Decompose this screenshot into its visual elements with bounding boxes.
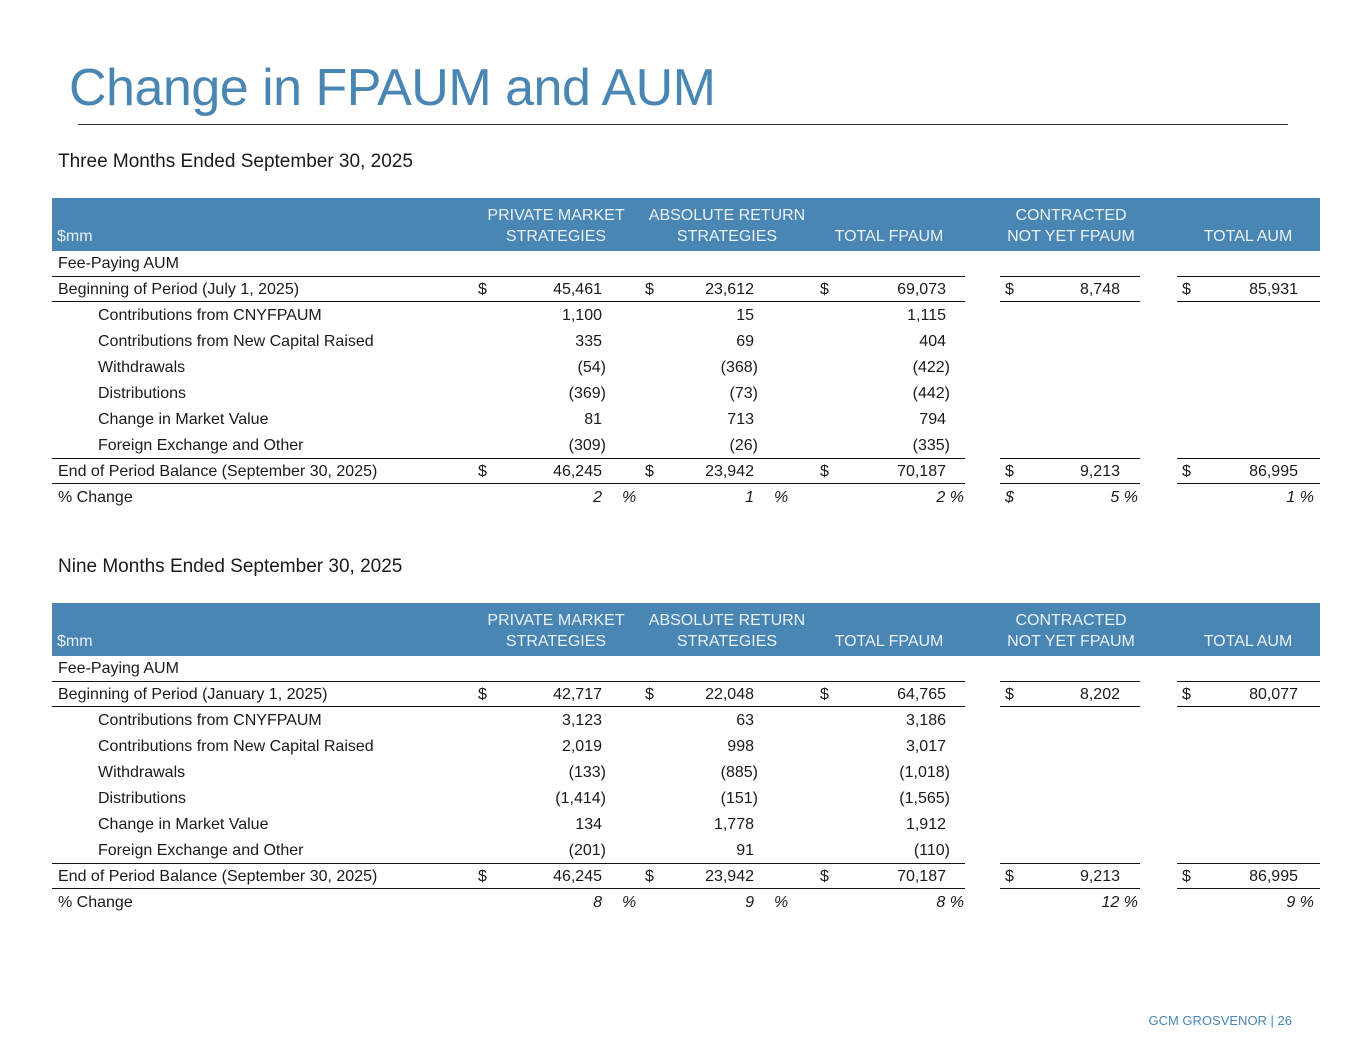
item-label: Foreign Exchange and Other bbox=[98, 437, 304, 454]
section-title: Three Months Ended September 30, 2025 bbox=[58, 151, 413, 172]
value-pms: 2 bbox=[593, 489, 602, 506]
currency-symbol: $ bbox=[478, 463, 487, 480]
value-fpaum: 2 % bbox=[936, 489, 964, 506]
value-fpaum: 8 % bbox=[936, 894, 964, 911]
group-label: Fee-Paying AUM bbox=[58, 660, 179, 677]
header-unit: $mm bbox=[57, 633, 93, 650]
currency-symbol: $ bbox=[1182, 281, 1191, 298]
header-private-market-line2: STRATEGIES bbox=[505, 228, 607, 245]
percent-change-label: % Change bbox=[58, 894, 133, 911]
value-fpaum: 3,186 bbox=[905, 712, 946, 729]
beginning-row-label: Beginning of Period (July 1, 2025) bbox=[58, 281, 300, 298]
beginning-row bbox=[52, 682, 1320, 708]
row-top-rule bbox=[52, 681, 965, 682]
item-label: Distributions bbox=[98, 385, 187, 402]
list-item bbox=[52, 407, 1320, 433]
header-contracted bbox=[991, 610, 1151, 652]
value-pms: 335 bbox=[575, 333, 602, 350]
header-contracted bbox=[991, 205, 1151, 247]
value-pms: 1,100 bbox=[561, 307, 602, 324]
item-label: Withdrawals bbox=[98, 359, 186, 376]
beginning-row bbox=[52, 277, 1320, 303]
header-absolute-return-line1: ABSOLUTE RETURN bbox=[648, 612, 806, 629]
page-footer: GCM GROSVENOR | 26 bbox=[1148, 1013, 1292, 1028]
header-total-aum bbox=[1178, 226, 1318, 247]
header-total-aum bbox=[1178, 631, 1318, 652]
currency-symbol: $ bbox=[478, 686, 487, 703]
row-top-rule bbox=[1000, 276, 1140, 277]
beginning-row-label: Beginning of Period (January 1, 2025) bbox=[58, 686, 328, 703]
value-fpaum: (335) bbox=[912, 437, 950, 454]
value-cnyf: 8,748 bbox=[1079, 281, 1120, 298]
value-fpaum: 70,187 bbox=[897, 463, 946, 480]
value-pms: (1,414) bbox=[555, 790, 606, 807]
header-private-market-line2: STRATEGIES bbox=[505, 633, 607, 650]
item-label: Contributions from New Capital Raised bbox=[98, 738, 374, 755]
value-fpaum: 70,187 bbox=[897, 868, 946, 885]
header-private-market-line1: PRIVATE MARKET bbox=[487, 207, 625, 224]
row-bottom-rule bbox=[52, 483, 965, 484]
value-ars: (73) bbox=[729, 385, 758, 402]
currency-symbol: $ bbox=[1005, 686, 1014, 703]
value-fpaum: 404 bbox=[919, 333, 946, 350]
value-fpaum: (422) bbox=[912, 359, 950, 376]
item-label: Foreign Exchange and Other bbox=[98, 842, 304, 859]
header-contracted-line1: CONTRACTED bbox=[1015, 612, 1127, 629]
list-item bbox=[52, 786, 1320, 812]
value-aum: 85,931 bbox=[1249, 281, 1298, 298]
header-absolute-return bbox=[642, 610, 812, 652]
value-fpaum: 1,912 bbox=[905, 816, 946, 833]
percent-sign: % bbox=[622, 489, 637, 506]
row-bottom-rule bbox=[1177, 483, 1320, 484]
percent-change-label: % Change bbox=[58, 489, 133, 506]
list-item bbox=[52, 433, 1320, 459]
header-private-market bbox=[476, 205, 636, 247]
value-fpaum: 1,115 bbox=[907, 307, 946, 324]
currency-symbol: $ bbox=[820, 281, 829, 298]
value-aum: 1 % bbox=[1286, 489, 1314, 506]
header-private-market-line1: PRIVATE MARKET bbox=[487, 612, 625, 629]
value-pms: 8 bbox=[593, 894, 602, 911]
currency-symbol: $ bbox=[1182, 868, 1191, 885]
value-pms: 81 bbox=[584, 411, 602, 428]
list-item bbox=[52, 355, 1320, 381]
currency-symbol: $ bbox=[645, 463, 654, 480]
percent-sign: % bbox=[774, 894, 789, 911]
value-pms: 46,245 bbox=[553, 868, 602, 885]
header-absolute-return-line1: ABSOLUTE RETURN bbox=[648, 207, 806, 224]
row-top-rule bbox=[1000, 458, 1140, 459]
value-fpaum: (442) bbox=[912, 385, 950, 402]
value-cnyf: 12 % bbox=[1101, 894, 1138, 911]
item-label: Change in Market Value bbox=[98, 816, 269, 833]
currency-symbol: $ bbox=[478, 868, 487, 885]
ending-row bbox=[52, 459, 1320, 485]
list-item bbox=[52, 381, 1320, 407]
row-top-rule bbox=[1000, 863, 1140, 864]
percent-sign: % bbox=[622, 894, 637, 911]
value-pms: (133) bbox=[568, 764, 606, 781]
list-item bbox=[52, 329, 1320, 355]
currency-symbol: $ bbox=[1182, 686, 1191, 703]
value-ars: 9 bbox=[745, 894, 754, 911]
header-private-market bbox=[476, 610, 636, 652]
currency-symbol: $ bbox=[820, 686, 829, 703]
value-pms: (54) bbox=[577, 359, 606, 376]
value-cnyf: 9,213 bbox=[1079, 868, 1120, 885]
aum-table bbox=[52, 603, 1320, 916]
currency-symbol: $ bbox=[1005, 868, 1014, 885]
value-fpaum: (110) bbox=[913, 842, 950, 859]
value-fpaum: 794 bbox=[919, 411, 946, 428]
value-ars: 1 bbox=[745, 489, 754, 506]
row-bottom-rule bbox=[52, 888, 965, 889]
table-header bbox=[52, 198, 1320, 251]
value-ars: 15 bbox=[736, 307, 754, 324]
header-contracted-line2: NOT YET FPAUM bbox=[1007, 228, 1135, 245]
header-total-fpaum-line2: TOTAL FPAUM bbox=[834, 633, 944, 650]
value-cnyf: 9,213 bbox=[1079, 463, 1120, 480]
header-total-fpaum bbox=[814, 226, 964, 247]
value-fpaum: 69,073 bbox=[897, 281, 946, 298]
value-ars: (151) bbox=[720, 790, 758, 807]
value-pms: (309) bbox=[568, 437, 606, 454]
currency-symbol: $ bbox=[1005, 281, 1014, 298]
list-item bbox=[52, 812, 1320, 838]
value-pms: 3,123 bbox=[561, 712, 602, 729]
value-fpaum: (1,565) bbox=[899, 790, 950, 807]
header-total-aum-line2: TOTAL AUM bbox=[1203, 633, 1293, 650]
row-bottom-rule bbox=[1000, 301, 1140, 302]
value-aum: 86,995 bbox=[1249, 463, 1298, 480]
row-top-rule bbox=[52, 276, 965, 277]
value-ars: 23,942 bbox=[705, 463, 754, 480]
row-top-rule bbox=[52, 458, 965, 459]
header-unit: $mm bbox=[57, 228, 93, 245]
value-pms: (201) bbox=[568, 842, 606, 859]
item-label: Change in Market Value bbox=[98, 411, 269, 428]
list-item bbox=[52, 734, 1320, 760]
value-ars: (368) bbox=[720, 359, 758, 376]
list-item bbox=[52, 838, 1320, 864]
header-total-aum-line2: TOTAL AUM bbox=[1203, 228, 1293, 245]
row-top-rule bbox=[1177, 276, 1320, 277]
item-label: Contributions from CNYFPAUM bbox=[98, 307, 322, 324]
list-item bbox=[52, 708, 1320, 734]
header-absolute-return-line2: STRATEGIES bbox=[676, 228, 778, 245]
section-title: Nine Months Ended September 30, 2025 bbox=[58, 556, 403, 577]
value-ars: 69 bbox=[736, 333, 754, 350]
value-pms: 134 bbox=[575, 816, 602, 833]
row-top-rule bbox=[1000, 681, 1140, 682]
row-top-rule bbox=[52, 863, 965, 864]
percent-change-row bbox=[52, 485, 1320, 511]
value-aum: 80,077 bbox=[1249, 686, 1298, 703]
header-total-fpaum-line2: TOTAL FPAUM bbox=[834, 228, 944, 245]
value-fpaum: 3,017 bbox=[905, 738, 946, 755]
value-aum: 9 % bbox=[1286, 894, 1314, 911]
value-pms: 42,717 bbox=[553, 686, 602, 703]
page-title: Change in FPAUM and AUM bbox=[69, 59, 716, 117]
value-ars: (26) bbox=[729, 437, 758, 454]
percent-sign: % bbox=[774, 489, 789, 506]
value-cnyf: 5 % bbox=[1110, 489, 1138, 506]
ending-row-label: End of Period Balance (September 30, 2025) bbox=[58, 463, 378, 480]
item-label: Withdrawals bbox=[98, 764, 186, 781]
title-divider bbox=[78, 124, 1288, 125]
value-ars: 1,778 bbox=[713, 816, 754, 833]
row-top-rule bbox=[1177, 863, 1320, 864]
table-header bbox=[52, 603, 1320, 656]
group-label-row bbox=[52, 251, 1320, 277]
value-pms: (369) bbox=[568, 385, 606, 402]
value-ars: 22,048 bbox=[705, 686, 754, 703]
currency-symbol: $ bbox=[1005, 489, 1014, 506]
value-ars: 91 bbox=[736, 842, 754, 859]
currency-symbol: $ bbox=[820, 463, 829, 480]
value-aum: 86,995 bbox=[1249, 868, 1298, 885]
header-contracted-line1: CONTRACTED bbox=[1015, 207, 1127, 224]
value-ars: 63 bbox=[736, 712, 754, 729]
currency-symbol: $ bbox=[645, 281, 654, 298]
aum-table bbox=[52, 198, 1320, 511]
currency-symbol: $ bbox=[1182, 463, 1191, 480]
value-ars: 23,942 bbox=[705, 868, 754, 885]
list-item bbox=[52, 303, 1320, 329]
item-label: Contributions from CNYFPAUM bbox=[98, 712, 322, 729]
value-ars: (885) bbox=[720, 764, 758, 781]
currency-symbol: $ bbox=[820, 868, 829, 885]
value-fpaum: 64,765 bbox=[897, 686, 946, 703]
row-bottom-rule bbox=[1000, 888, 1140, 889]
currency-symbol: $ bbox=[478, 281, 487, 298]
group-label-row bbox=[52, 656, 1320, 682]
row-bottom-rule bbox=[1000, 483, 1140, 484]
currency-symbol: $ bbox=[645, 686, 654, 703]
row-top-rule bbox=[1177, 681, 1320, 682]
header-total-fpaum bbox=[814, 631, 964, 652]
value-ars: 713 bbox=[727, 411, 754, 428]
currency-symbol: $ bbox=[1005, 463, 1014, 480]
value-cnyf: 8,202 bbox=[1079, 686, 1120, 703]
value-ars: 23,612 bbox=[705, 281, 754, 298]
row-bottom-rule bbox=[1000, 706, 1140, 707]
percent-change-row bbox=[52, 890, 1320, 916]
header-absolute-return-line2: STRATEGIES bbox=[676, 633, 778, 650]
header-absolute-return bbox=[642, 205, 812, 247]
header-contracted-line2: NOT YET FPAUM bbox=[1007, 633, 1135, 650]
row-bottom-rule bbox=[1177, 301, 1320, 302]
row-top-rule bbox=[1177, 458, 1320, 459]
value-pms: 46,245 bbox=[553, 463, 602, 480]
row-bottom-rule bbox=[1177, 706, 1320, 707]
value-pms: 45,461 bbox=[553, 281, 602, 298]
item-label: Contributions from New Capital Raised bbox=[98, 333, 374, 350]
row-bottom-rule bbox=[52, 706, 965, 707]
list-item bbox=[52, 760, 1320, 786]
value-fpaum: (1,018) bbox=[899, 764, 950, 781]
group-label: Fee-Paying AUM bbox=[58, 255, 179, 272]
ending-row-label: End of Period Balance (September 30, 2025) bbox=[58, 868, 378, 885]
row-bottom-rule bbox=[52, 301, 965, 302]
row-bottom-rule bbox=[1177, 888, 1320, 889]
ending-row bbox=[52, 864, 1320, 890]
item-label: Distributions bbox=[98, 790, 187, 807]
value-ars: 998 bbox=[727, 738, 754, 755]
value-pms: 2,019 bbox=[561, 738, 602, 755]
currency-symbol: $ bbox=[645, 868, 654, 885]
